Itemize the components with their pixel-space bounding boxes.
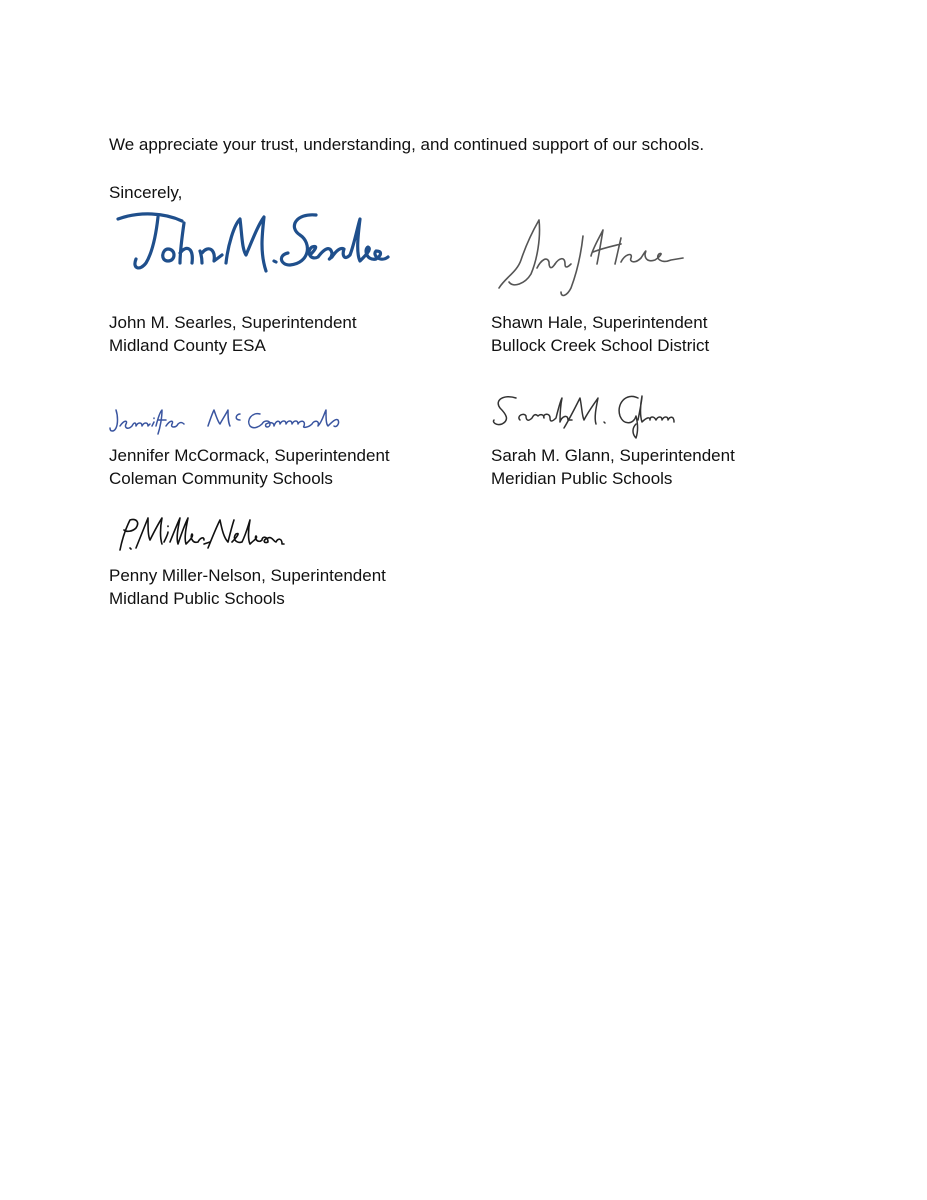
signatory-organization: Coleman Community Schools [109, 469, 333, 488]
signature-john-searles [110, 205, 400, 285]
signatory-block-sarah-glann [491, 444, 735, 490]
signatory-organization: Midland County ESA [109, 336, 266, 355]
closing-paragraph: We appreciate your trust, understanding, and continued support of our schools. [109, 135, 705, 154]
signature-jennifer-mccormack [108, 404, 348, 438]
signatory-block-penny-miller-nelson [109, 564, 386, 610]
signatory-organization: Midland Public Schools [109, 589, 285, 608]
signatory-name-title: John M. Searles, Superintendent [109, 313, 357, 332]
signature-shawn-hale [495, 212, 690, 302]
signatory-block-john-searles [109, 311, 357, 357]
signatory-block-shawn-hale [491, 311, 709, 357]
signatory-organization: Meridian Public Schools [491, 469, 673, 488]
signatory-name-title: Shawn Hale, Superintendent [491, 313, 708, 332]
signatory-name-title: Sarah M. Glann, Superintendent [491, 446, 735, 465]
signature-sarah-glann [490, 390, 690, 440]
signature-penny-miller-nelson [108, 514, 288, 554]
signatory-name-title: Jennifer McCormack, Superintendent [109, 446, 390, 465]
signatory-block-jennifer-mccormack [109, 444, 390, 490]
signatory-name-title: Penny Miller-Nelson, Superintendent [109, 566, 386, 585]
signatory-organization: Bullock Creek School District [491, 336, 710, 355]
salutation: Sincerely, [109, 183, 183, 202]
